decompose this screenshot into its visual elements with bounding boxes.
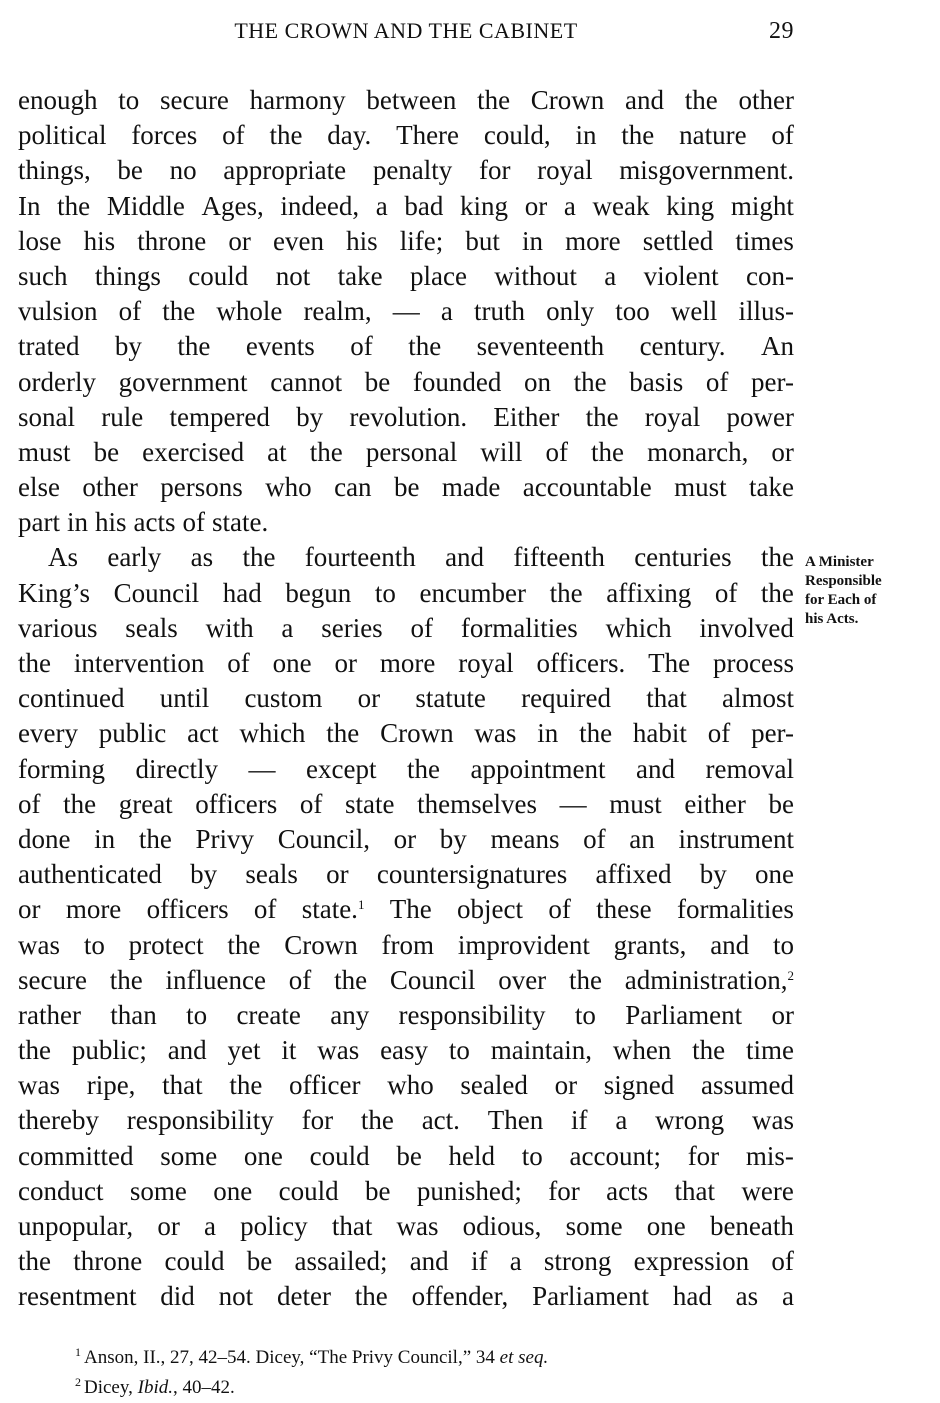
text-line: the throne could be assailed; and if a strong expression of (18, 1246, 794, 1277)
text-line: forming directly — except the appointment and removal (18, 753, 794, 784)
text-line: was to protect the Crown from improvident grants, and to (18, 929, 794, 960)
text-line: authenticated by seals or countersignatures affixed by one (18, 859, 794, 890)
text-line: various seals with a series of formalities which involved (18, 612, 794, 643)
text-line: things, be no appropriate penalty for royal misgovernment. (18, 155, 794, 186)
margin-note-line: his Acts. (805, 611, 859, 627)
footnote-text: Anson, II., 27, 42–54. Dicey, “The Privy Council,” 34 et seq. (84, 1347, 549, 1368)
text-line: such things could not take place without a violent con- (18, 260, 794, 291)
text-line: resentment did not deter the offender, Parliament had as a (18, 1281, 794, 1312)
page-number: 29 (769, 18, 794, 44)
text-line: done in the Privy Council, or by means of an instrument (18, 823, 794, 854)
footnote-mark: 2 (75, 1375, 81, 1389)
body-text (18, 83, 794, 1315)
text-line: conduct some one could be punished; for acts that were (18, 1175, 794, 1206)
text-line: As early as the fourteenth and fifteenth centuries the (48, 542, 794, 573)
text-line: unpopular, or a policy that was odious, some one beneath (18, 1211, 794, 1241)
text-line: In the Middle Ages, indeed, a bad king or a weak king might (18, 190, 794, 221)
text-line: the intervention of one or more royal officers. The process (18, 648, 794, 678)
running-head (18, 18, 794, 52)
text-line: continued until custom or statute required that almost (18, 683, 794, 714)
text-line: enough to secure harmony between the Crown and the other (18, 85, 794, 115)
text-line: part in his acts of state. (18, 507, 269, 538)
margin-note-line: Responsible (805, 573, 882, 589)
text-line: secure the influence of the Council over the administration,$^2$ (18, 964, 794, 995)
text-line: the public; and yet it was easy to maintain, when the time (18, 1035, 794, 1066)
running-title: THE CROWN AND THE CABINET (234, 18, 578, 43)
text-line: else other persons who can be made accountable must take (18, 472, 794, 503)
text-line: King’s Council had begun to encumber the affixing of the (18, 577, 794, 608)
text-line: sonal rule tempered by revolution. Either the royal power (18, 401, 794, 432)
text-line: lose his throne or even his life; but in more settled times (18, 225, 794, 256)
text-line: must be exercised at the personal will of the monarch, or (18, 436, 794, 467)
text-line: political forces of the day. There could, in the nature of (18, 120, 794, 151)
text-line: of the great officers of state themselves — must either be (18, 788, 794, 819)
footnotes (75, 1340, 835, 1400)
margin-note (805, 553, 935, 629)
text-line: committed some one could be held to account; for mis- (18, 1140, 794, 1171)
margin-note-line: for Each of (805, 592, 877, 608)
text-line: every public act which the Crown was in the habit of per- (18, 718, 794, 749)
text-line: thereby responsibility for the act. Then if a wrong was (18, 1105, 794, 1136)
text-line: vulsion of the whole realm, — a truth only too well illus- (18, 296, 794, 327)
text-line: was ripe, that the officer who sealed or signed assumed (18, 1070, 794, 1101)
footnote (75, 1370, 835, 1400)
text-line: trated by the events of the seventeenth century. An (18, 331, 794, 362)
text-line: or more officers of state.$^1$ The object of these formalities (18, 894, 794, 925)
margin-note-line: A Minister (805, 554, 874, 570)
footnote (75, 1340, 835, 1370)
footnote-text: Dicey, Ibid., 40–42. (84, 1377, 235, 1398)
text-line: orderly government cannot be founded on the basis of per- (18, 366, 794, 397)
footnote-mark: 1 (75, 1345, 81, 1359)
text-line: rather than to create any responsibility to Parliament or (18, 999, 794, 1030)
